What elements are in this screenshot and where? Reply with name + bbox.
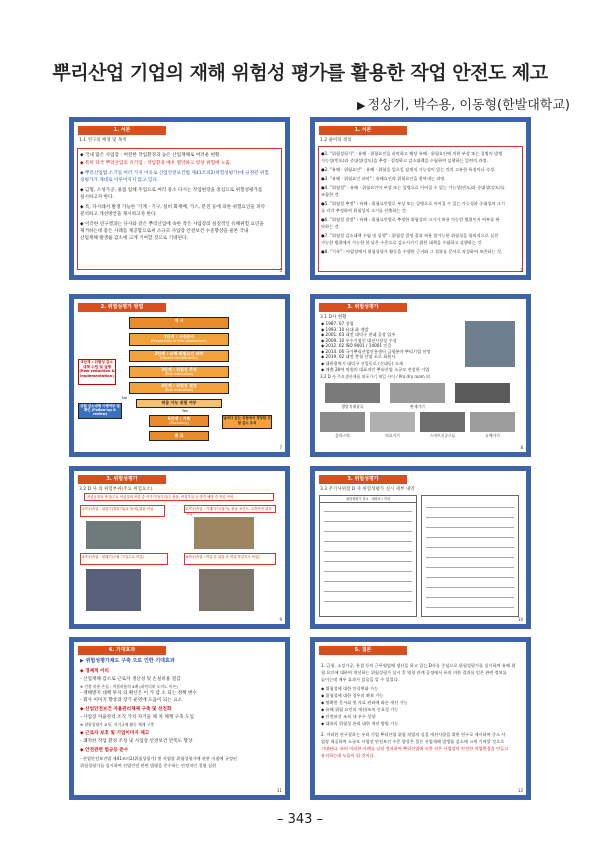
section-heading: ▶ 위험성평가제도 구축 으로 인한 기대효과 bbox=[80, 658, 175, 664]
text-line: ◆ 대한광역시 대덕구 신일동로 (신대동) 소재 bbox=[321, 361, 403, 366]
product-caption: 의료기기 bbox=[385, 433, 400, 438]
text-line: ●3. "유해 · 위험요인 파악" : 유해요인과 위험요인을 찾아내는 과정. bbox=[321, 176, 446, 181]
text-line: ◆ 국내 많은 사업장 : 여전한 작업환경과 높은 산업재해로 여러운 현황. bbox=[80, 153, 221, 158]
text-line: 기대된다. 특히 이러한 사례를 널리 전파하여 뿌리산업에 속한 작은 사업장의 안전한 작업환경을 만들고 bbox=[321, 746, 509, 751]
table-row bbox=[324, 576, 412, 582]
note-box: 3기다(작업 : 원래기/주립 기기/주요 작업) bbox=[80, 553, 168, 565]
slide-page: 8 bbox=[520, 445, 523, 450]
slide-method-flow bbox=[69, 294, 290, 457]
text-line: ◆ 특히 타국 뿌리산업의 유기업 : 작업환경 매우 열악하고 항상 위험에 노출. bbox=[80, 161, 232, 166]
table-row bbox=[426, 532, 514, 538]
table-row bbox=[426, 512, 514, 518]
slide-hazards bbox=[69, 466, 290, 629]
product-photo bbox=[420, 412, 465, 432]
slide-company-status bbox=[310, 294, 531, 457]
text-line: ◆ 1993. 10 유대 화 개발 bbox=[321, 326, 369, 332]
text-line: 산업재해 발생률 감소에 크게 기여할 것으로 기대된다. bbox=[80, 236, 188, 241]
text-line: 업장 제공하여 소규모 사업장 안전보건 수준 향상은 물론 산업재해 발생률 감소에 크게 기여할 것으로 bbox=[321, 739, 505, 744]
flow-record bbox=[149, 415, 209, 427]
text-line: 실시하고자 한다. bbox=[80, 195, 114, 200]
text-line: ◆ 2014. 06 국가뿌리산업진흥센터 금형분야 뿌리기업 선정 bbox=[321, 348, 431, 354]
table-title: 위험성평가 실시 · 대장표 / 작성 bbox=[320, 496, 416, 503]
table-row bbox=[426, 572, 514, 578]
text-line: ◆ 2019. 02 대전 충청 산업 포로 회원사 bbox=[321, 354, 396, 359]
text-line: 험 요인에 대하여 개선하는 위험성평가 실시 후 영향 관계 공정에서 유의 미한 결과를 얻은 관련 정보를 bbox=[321, 670, 507, 675]
text-line: ◆ 2009. 10 우수기업인 대전시장상 수상 bbox=[321, 337, 397, 343]
text-line: ◆ 매출 20여 억원의 대표적인 뿌리산업 소규모 전설한 기업 bbox=[321, 366, 430, 372]
flow-step3-en: (Risk estimation) bbox=[164, 372, 194, 376]
machine-photo bbox=[194, 517, 254, 549]
slide-page: 11 bbox=[276, 788, 282, 793]
authors: 정상기, 박수용, 이동형(한발대학교) bbox=[367, 98, 570, 113]
flow-record-en: (Recording) bbox=[169, 421, 189, 425]
text-line: ●4. "위험성" : 유해 · 위험요인이 부상 또는 질병으로 이어질 수 있는 가능성(빈도)과 중대성(강도)를 bbox=[321, 185, 505, 190]
product-caption: 방압지제품류 bbox=[341, 404, 364, 409]
note-box: 1기다(작업 : 위험기(결함기))/1기(에),위험 작업 bbox=[80, 505, 165, 517]
text-line: 성평가가 제대로 이루어지지 않고 있다. bbox=[80, 178, 159, 183]
slide-tag: 2. 위험성평가 방법 bbox=[78, 303, 166, 312]
note-box: 2기다(작업 : 기계/우드/접기), 충돌 포인트, 우측안전 위험 작업 bbox=[184, 505, 276, 513]
flow-start bbox=[129, 317, 229, 329]
flow-step2 bbox=[129, 350, 229, 362]
text-line: 높이는데 매우 효과가 있음을 알 수 있었다. bbox=[321, 677, 400, 682]
flow-yes: Yes bbox=[182, 409, 188, 413]
paper-title: 뿌리산업 기업의 재해 위험성 평가를 활용한 작업 안전도 제고 bbox=[52, 62, 548, 84]
text-line: - 사업장 자율관리 조직 가치 자기들 체 차 체계 구축 도입 bbox=[80, 715, 194, 720]
text-line: 분석하고 개선방안을 제시하고자 한다. bbox=[80, 212, 157, 217]
text-line: ◆ 위험성에 대한 경우의 확보 가능 bbox=[321, 693, 384, 698]
flow-step2-label: 2단계 : 유해·위험요인 파악 bbox=[154, 351, 204, 356]
text-line: ◆ 근로자 보호 및 기업이미지 제고 bbox=[80, 731, 150, 736]
text-line: ◆ 산업안전보건 자율관리체제 구축 및 선진화 bbox=[80, 707, 172, 712]
product-photo bbox=[320, 412, 365, 432]
slide-tag: 1. 서론 bbox=[78, 126, 166, 135]
slide-tag: 4. 기대효과 bbox=[78, 646, 166, 655]
text-line: ●1. "위험성평가" : 유해 · 위험요인을 파악하고 해당 유해 · 위험요인에 의한 부상 또는 질병의 발생 bbox=[321, 151, 503, 156]
text-line: 조합한 것. bbox=[321, 192, 340, 197]
flow-step3-label: 3단계 : 위험성 추정 bbox=[161, 367, 197, 372]
text-line: - 쾌적한 작업 환경 조성 및 사업장 안전보건 만족도 향상 bbox=[80, 739, 193, 744]
table-row bbox=[426, 582, 514, 588]
text-line: 가능성(빈도)과 중대성(강도)을 추정 · 결정하고 감소대책을 수립하여 실행하는 일련의 과정. bbox=[321, 158, 488, 163]
note-box: 작업공정과 작업/주요 작업설비 작업 중 이기기가/기리/주 충돌, 작업부위 등 발견 예방 중 작업 이외 bbox=[84, 493, 274, 501]
text-line: ◆ 안전관련 법규등 준수 bbox=[80, 748, 129, 753]
authors-line bbox=[357, 94, 570, 113]
slide-page: 2 bbox=[520, 268, 523, 273]
slide-tag: 5. 결론 bbox=[319, 646, 407, 655]
table-row bbox=[426, 602, 514, 608]
flow-step3 bbox=[129, 366, 229, 378]
text-line: ◆ 대하의 위험성 관리 대한 개선 방법 가능 bbox=[321, 721, 399, 726]
flow-step4-en: (Risk evaluation) bbox=[164, 388, 194, 392]
text-line: ◆ 2001. 03 대전 대덕구 현대 공장 입주 bbox=[321, 332, 396, 337]
slide-subtitle: 3.1 D사 현황 bbox=[320, 315, 347, 320]
slide-page: 12 bbox=[517, 788, 523, 793]
text-line: 1. 금형, 소성가공, 용접 등의 근무영업에 생산을 하고 있는 D사를 중심으로 위험성평가를 실시하여 유해 위 bbox=[321, 663, 516, 668]
slide-page: 9 bbox=[279, 617, 282, 622]
text-line: ●7. "위험성 감소대책 수립 및 실행" : 위험성 결정 결과 허용 불가능한 위험성을 합리적으로 실천 bbox=[321, 233, 499, 238]
table-row bbox=[324, 506, 412, 512]
table-row bbox=[324, 536, 412, 542]
table-row bbox=[426, 552, 514, 558]
slide-subtitle: 1.1 연구의 배경 및 목적 bbox=[79, 138, 127, 143]
text-line: ◆ 이러한 연구결과는 다사와 같은 뿌리산업에 속한 작은 사업장의 실질적인 유해위험 요인을 bbox=[80, 222, 264, 227]
machine-photo bbox=[199, 569, 254, 611]
product-photo bbox=[325, 383, 380, 403]
text-line: ◆ 특, 다사례서 발생 가능한 '기계 - 기구, 설비 화재배, 가스, 분진 등에 의한 위험요인을 파악 bbox=[80, 205, 266, 210]
flow-step2-en: (Hazard identification) bbox=[160, 356, 198, 360]
product-caption: 스마트신공구류 bbox=[429, 433, 456, 438]
slide-tag: 1. 서론 bbox=[319, 126, 407, 135]
text-line: 가능한 범위에서 가능한 한 낮은 수준으로 감소시키기 위한 대책을 수립하고 실행하는 것. bbox=[321, 240, 483, 245]
text-line: ●2. "유해 · 위험요인" : 유해 · 위험을 일으킬 잠재적 가능성이 있는 것의 고유한 특징이나 속성. bbox=[321, 167, 496, 172]
text-line: ◆ 명확한 문서화 및 자료 관리에 따른 개선 가능 bbox=[321, 700, 408, 705]
slide-subtitle: 3.2 D 사 의 위험부위(주요 위험요소) bbox=[79, 487, 153, 492]
text-line: ◆ 2012. 02 ISO 9001 / 14001 인증 bbox=[321, 343, 392, 348]
flow-no: No bbox=[122, 396, 127, 400]
flow-step1 bbox=[129, 333, 229, 346]
flow-record-label: 6단계 : 기록 bbox=[167, 416, 191, 421]
flow-step1-en: (Preparation of Risk assessment) bbox=[151, 339, 207, 343]
text-line: - 산업안전보건법 제41조의2(위험성평가) 및 사업장 위험성평가에 관한 지침에 규정된 bbox=[80, 756, 237, 761]
assessment-table bbox=[421, 495, 519, 617]
text-line: ●8. "기록" : 사업장에서 위험성평가 활동을 수행한 근거와 그 결과를 문서로 작성하여 보존하는 것. bbox=[321, 249, 503, 254]
table-row bbox=[324, 546, 412, 552]
machine-photo bbox=[86, 521, 141, 549]
product-caption: 판재가기 bbox=[410, 404, 425, 409]
text-line: ◆ 금형, 소성가공, 용접 업체 주업으로 여러 중소 다시는 작업현장을 중심으로 위험성평가를 bbox=[80, 188, 263, 193]
product-photo bbox=[470, 412, 515, 432]
table-row bbox=[324, 586, 412, 592]
flow-right-note: 날마다 있는 위험에서 정당한 위험 감소 조치 bbox=[222, 415, 272, 429]
text-line: 제거하는데 좋은 사례를 제공함으로써 소규모 사업장 안전보건 수준향상을 물론 국내 bbox=[80, 229, 249, 234]
text-line: ◆ 안전보건 조직 내 우수 성향 bbox=[321, 714, 376, 719]
flow-step4 bbox=[129, 382, 229, 394]
product-caption: 플라스틱 bbox=[335, 433, 350, 438]
text-line: ◆ 경제적 이익 bbox=[80, 669, 109, 674]
page-number: – 343 – bbox=[276, 812, 324, 827]
text-line: 유지하는데 도움이 될 것이다. bbox=[321, 753, 375, 758]
flow-step4-label: 4단계 : 위험성 결정 bbox=[161, 383, 197, 388]
text-line: 를 각각 추정하여 위험성의 크기를 산출하는 것. bbox=[321, 208, 408, 213]
note-box: 4기다(작업 : 작업 중 위험 중 작업 작업지시 작업) bbox=[184, 553, 276, 565]
table-row bbox=[324, 556, 412, 562]
slide-subtitle: 3.3 주기사위험 D 사 위험성평가 실시 세부 내역 bbox=[320, 487, 415, 492]
slide-page: 5 bbox=[279, 268, 282, 273]
slide-page: 7 bbox=[279, 445, 282, 450]
assessment-table bbox=[319, 495, 417, 617]
flow-start-label: 개 시 bbox=[174, 318, 184, 323]
slide-page: 10 bbox=[517, 617, 523, 622]
text-line: ※ 간접 비용 손실 : 직접비용의 4배 (하인리히 도미노 이론) bbox=[80, 684, 178, 689]
text-line: 위험성평가를 실시하여 산업안전 관련 법령을 준수하는 안정적인 경영 실현 bbox=[80, 763, 217, 768]
table-row bbox=[426, 592, 514, 598]
table-row bbox=[324, 566, 412, 572]
product-photo bbox=[390, 383, 445, 403]
slide-tag: 3. 위험성평가 bbox=[78, 475, 166, 484]
slide-tag: 3. 위험성평가 bbox=[319, 475, 407, 484]
text-line: ◆ 뿌리산업법 소기업 여러 가지 이유로 산업안전보건법 제41조의2(위험성평가)에 규정된 위험 bbox=[80, 171, 269, 176]
product-photo bbox=[370, 412, 415, 432]
text-line: - 재해방지 대책 투자 의 확산은 이 가 감 소 되는 정책 변수 bbox=[80, 691, 197, 696]
text-line: 2. 이러한 연구결과는 우리 기업 뿌리산업 위험 작업의 실질 개선사항을 위한 연구로 제시하여 중소 사 bbox=[321, 732, 506, 737]
table-row bbox=[426, 542, 514, 548]
flow-left-note: 위험 감소대책 이행여부 및 확인 (Follow-up & review) bbox=[78, 403, 122, 419]
machine-photo bbox=[86, 569, 141, 611]
text-line: 단하는 것. bbox=[321, 224, 340, 229]
table-row bbox=[426, 502, 514, 508]
text-line: ◆ 유해 위험 요인의 개선/조치 중요성 가능 bbox=[321, 707, 399, 712]
flow-step1-label: 1단계 : 사전준비 bbox=[163, 334, 195, 339]
text-line: ◆ 위험성에 대한 인식변화 가능 bbox=[321, 686, 379, 691]
table-row bbox=[426, 522, 514, 528]
slide-tag: 3. 위험성평가 bbox=[319, 303, 407, 312]
company-photo bbox=[465, 321, 515, 367]
slide-subtitle-2: 3.2 D 사 주요생산제품 외포가기 제일 사이 / Pro dry room 외 bbox=[320, 374, 430, 379]
flow-side-reduction: 5단계 : 위험성 감소 대책 수립 및 실행 (Risk reduction & implementation) bbox=[78, 359, 116, 385]
table-row bbox=[324, 596, 412, 602]
slide-introduction bbox=[69, 117, 290, 280]
product-photo bbox=[455, 383, 510, 403]
text-line: - 회사 이미지 향상과 장기 운영에 도움이 되는 요소 bbox=[80, 698, 183, 703]
table-row bbox=[324, 516, 412, 522]
text-line: ◆ 1987. 07 창업 bbox=[321, 321, 354, 326]
text-line: ●5. "위험성 추정" : 유해 · 위험요인별로 부상 또는 질병으로 이어질 수 있는 가능성과 중대성의 크기 bbox=[321, 201, 505, 206]
slide-subtitle: 1.2 용어의 정의 bbox=[320, 138, 352, 143]
product-caption: 유체가기 bbox=[485, 433, 500, 438]
flow-decision: 허용 가능 위험 여부 bbox=[136, 399, 222, 408]
slide-definitions bbox=[310, 117, 531, 280]
slide-assessment-table bbox=[310, 466, 531, 629]
slide-expected-effects bbox=[69, 637, 290, 800]
table-row bbox=[426, 562, 514, 568]
slide-conclusion bbox=[310, 637, 531, 800]
table-row bbox=[324, 526, 412, 532]
arrow-icon: ▶ bbox=[357, 99, 366, 112]
flow-end: 종 료 bbox=[149, 431, 209, 441]
text-line: - 산업재해 감소로 근로자 생산성 및 손실비용 절감 bbox=[80, 677, 181, 682]
text-line: ●6. "위험성 결정" : 유해 · 위험요인별로 추정한 위험성의 크기가 허용 가능한 범위인지 여부를 판 bbox=[321, 217, 500, 222]
text-line: ※ 위험성평가 교육, 자기규제 활동 체계 구축 bbox=[80, 722, 154, 727]
